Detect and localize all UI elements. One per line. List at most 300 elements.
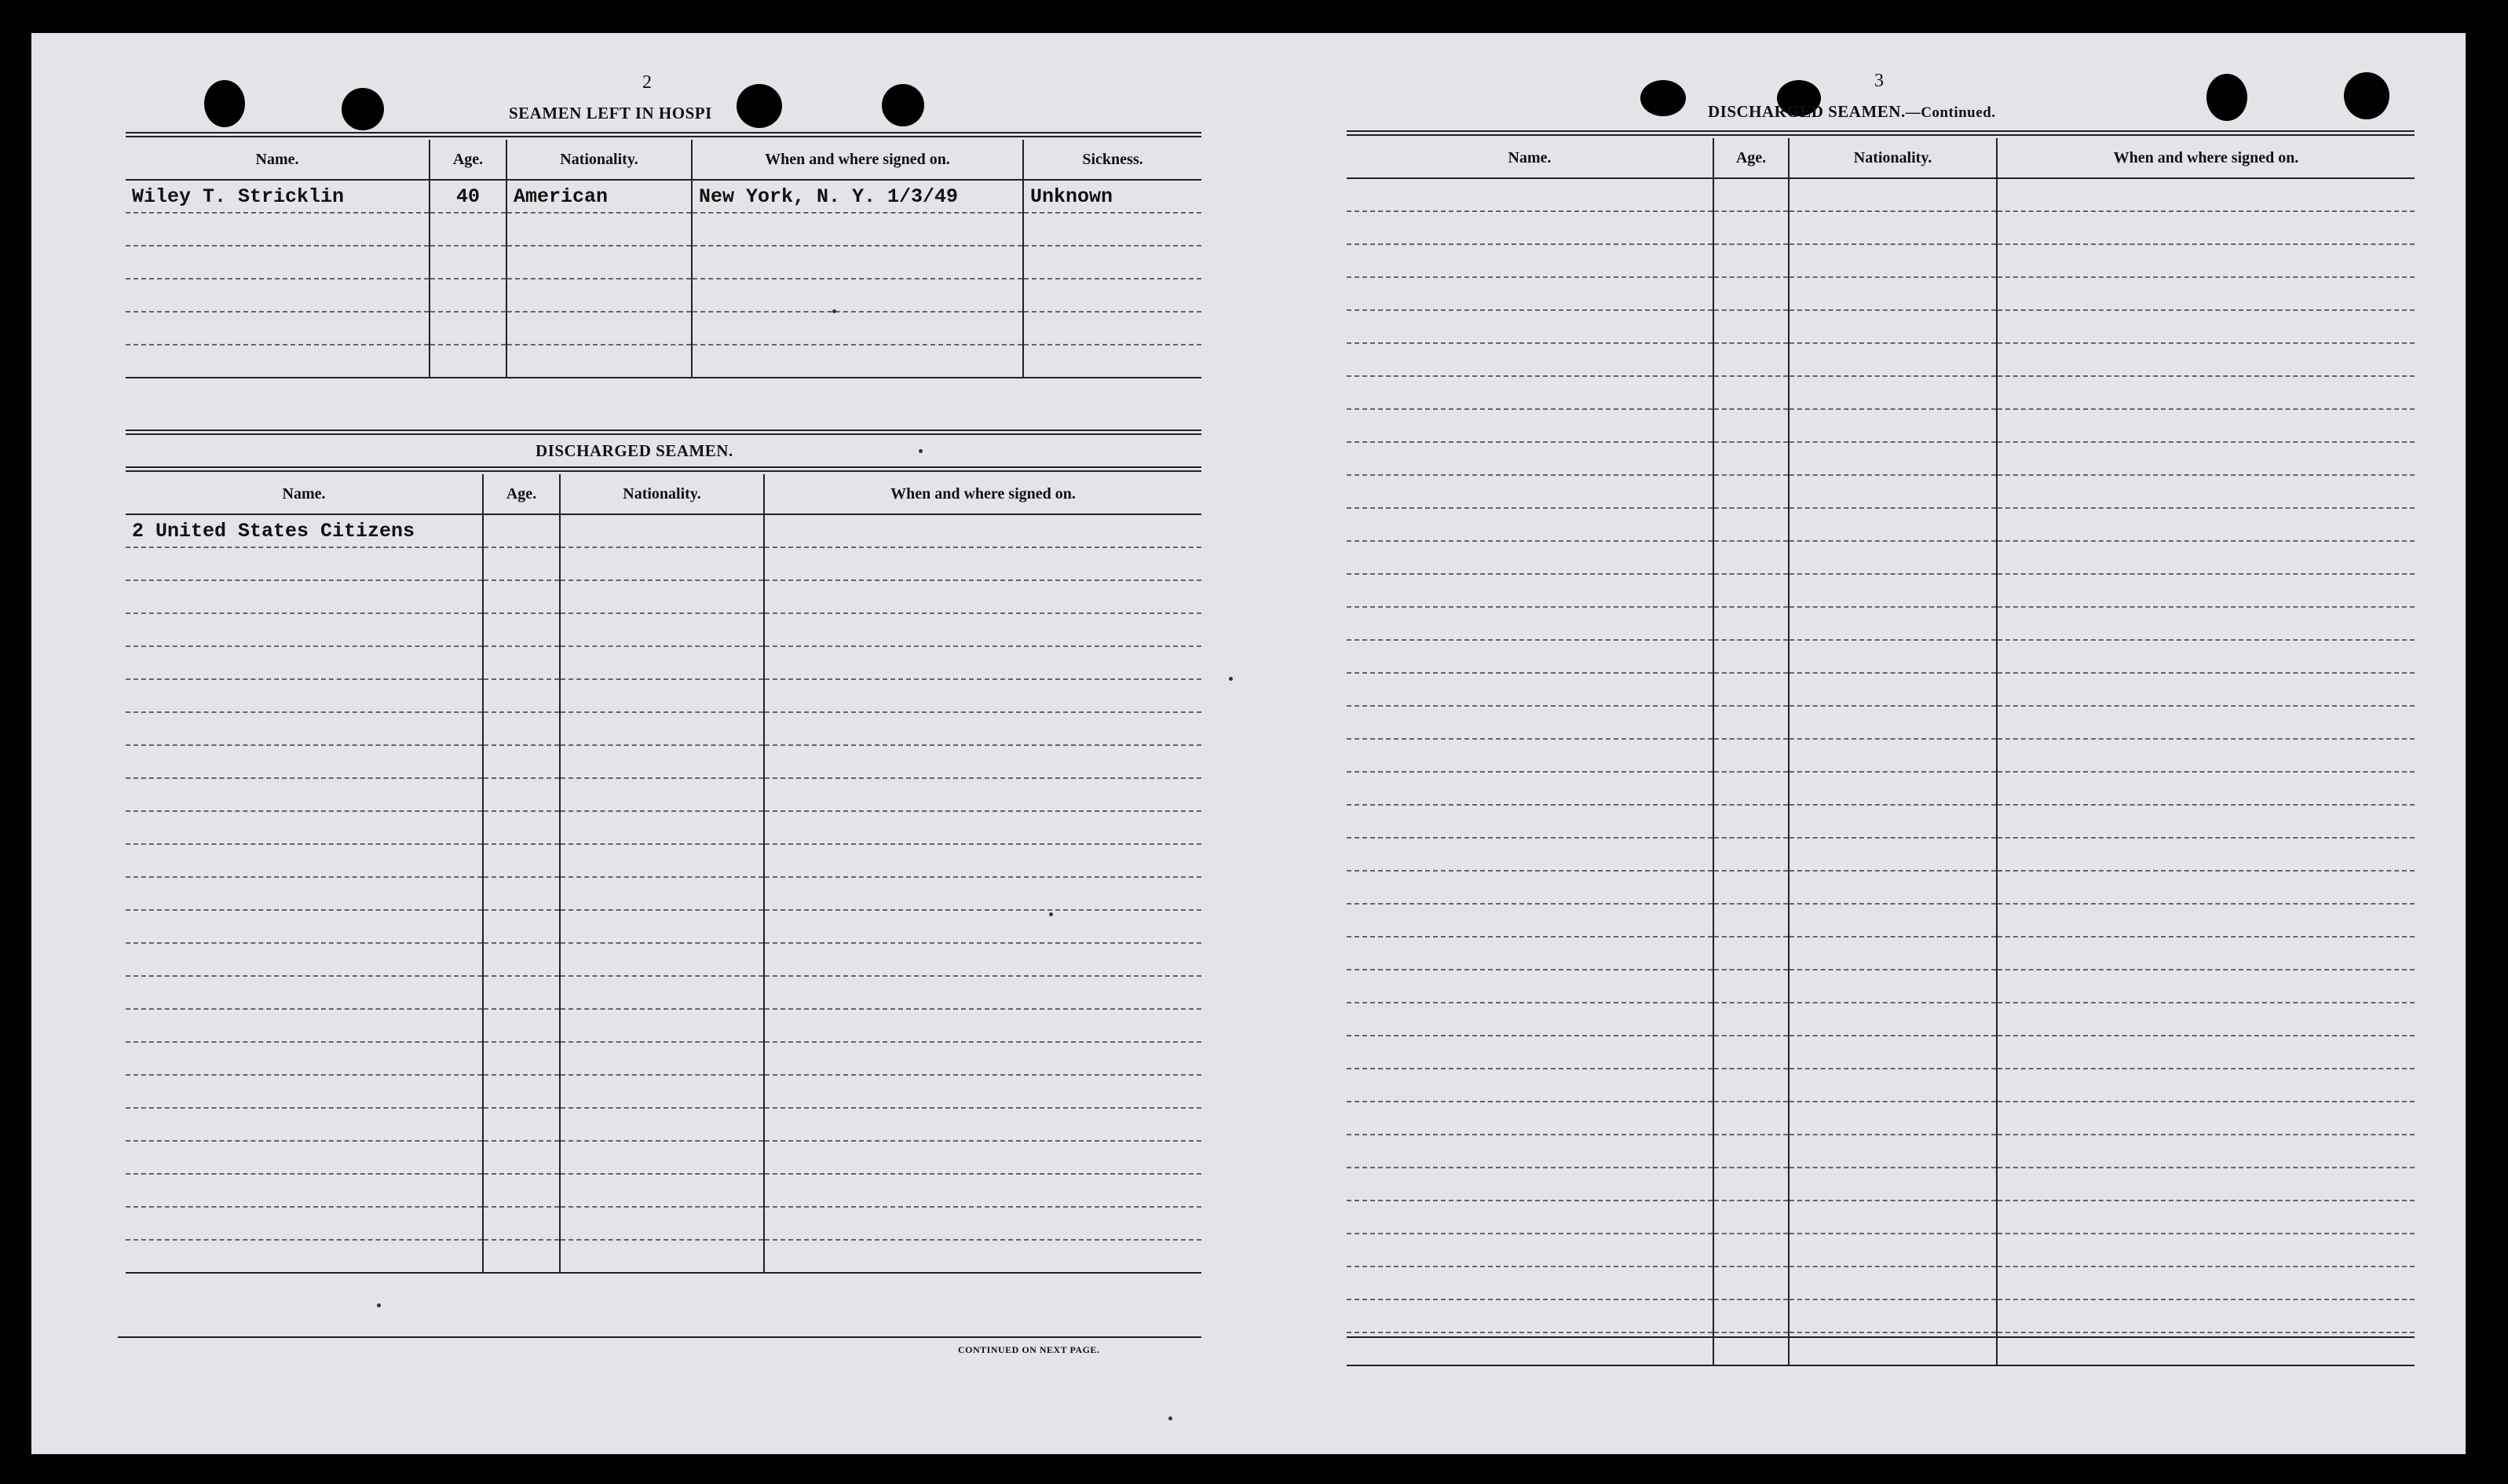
table-cell: [1713, 1201, 1789, 1234]
table-row: [126, 345, 1201, 378]
table-row: [126, 778, 1201, 811]
table-cell: [1789, 838, 1997, 871]
table-cell: [764, 844, 1201, 877]
table-cell: [1347, 1201, 1713, 1234]
table-cell: [1713, 442, 1789, 475]
table-cell: [1713, 244, 1789, 277]
bottom-rule: [1347, 1336, 2415, 1338]
table-row: [1347, 574, 2415, 607]
table-cell: [1997, 805, 2415, 838]
table-cell: [1713, 937, 1789, 970]
table-cell: [1023, 213, 1201, 246]
table-cell: [483, 1042, 560, 1075]
table-cell: [1347, 739, 1713, 772]
table-row: [1347, 673, 2415, 706]
speck: [1049, 912, 1053, 916]
table-cell: [1347, 541, 1713, 574]
table-cell: [1789, 409, 1997, 442]
table-cell: [1789, 1299, 1997, 1332]
table-row: [1347, 871, 2415, 904]
table-cell: [126, 877, 483, 910]
table-cell: [1997, 640, 2415, 673]
table-cell: [1789, 706, 1997, 739]
table-cell: [1713, 343, 1789, 376]
table-cell: [1713, 409, 1789, 442]
table-cell: [1997, 310, 2415, 343]
table-cell: [764, 943, 1201, 976]
table-cell: [126, 1240, 483, 1273]
table-cell: [483, 613, 560, 646]
table-row: [1347, 1234, 2415, 1267]
table-cell: [1713, 970, 1789, 1003]
table-cell: [483, 1108, 560, 1141]
table-cell: [1997, 1267, 2415, 1299]
table-cell: [1997, 409, 2415, 442]
table-row: [1347, 1069, 2415, 1102]
table-cell: [1997, 343, 2415, 376]
table-cell: [764, 1207, 1201, 1240]
table-cell: [1789, 277, 1997, 310]
table-row: [126, 279, 1201, 312]
table-cell: [764, 1075, 1201, 1108]
table-cell: [692, 213, 1023, 246]
table-cell: [126, 778, 483, 811]
table-cell: [1789, 1168, 1997, 1201]
table-cell: [1713, 706, 1789, 739]
table-cell: [483, 1141, 560, 1174]
table-cell: [560, 1174, 764, 1207]
table-row: [126, 712, 1201, 745]
table-cell: [126, 1009, 483, 1042]
table-cell: [1347, 343, 1713, 376]
table-row: [126, 1207, 1201, 1240]
table-cell: [1789, 442, 1997, 475]
table-cell: [1789, 871, 1997, 904]
page-number: 2: [642, 72, 652, 93]
table-cell: [1347, 904, 1713, 937]
table-cell: [1789, 1234, 1997, 1267]
table-cell: [764, 745, 1201, 778]
column-header: Age.: [483, 474, 560, 514]
table-cell: [126, 1042, 483, 1075]
table-cell: [126, 580, 483, 613]
table-cell: [1713, 475, 1789, 508]
table-cell: [1789, 376, 1997, 409]
table-row: [1347, 1102, 2415, 1135]
column-header: Age.: [1713, 138, 1789, 178]
section-rule: [1347, 130, 2415, 136]
table-cell: [126, 679, 483, 712]
table-cell: [1997, 772, 2415, 805]
table-row: [126, 844, 1201, 877]
table-cell: [1997, 277, 2415, 310]
table-cell: [1789, 1201, 1997, 1234]
table-cell: [506, 345, 692, 378]
table-cell: [483, 844, 560, 877]
table-row: [1347, 838, 2415, 871]
table-row: [1347, 442, 2415, 475]
table-cell: [764, 679, 1201, 712]
table-cell: [1713, 1135, 1789, 1168]
table-cell: [1713, 772, 1789, 805]
table-cell: [692, 345, 1023, 378]
table-cell: [1347, 937, 1713, 970]
table-cell: [1023, 279, 1201, 312]
punch-hole: [342, 88, 384, 130]
table-cell: [764, 646, 1201, 679]
table-cell: [764, 1141, 1201, 1174]
table-cell: [126, 1141, 483, 1174]
table-cell: [1997, 508, 2415, 541]
table-row: [126, 514, 1201, 547]
table-cell: [506, 312, 692, 345]
table-cell: [126, 976, 483, 1009]
table-cell: [1713, 541, 1789, 574]
table-cell: [1789, 937, 1997, 970]
table-cell: [764, 811, 1201, 844]
table-cell: [1789, 739, 1997, 772]
table-row: [1347, 805, 2415, 838]
table-cell: American: [506, 180, 692, 213]
table-cell: [430, 279, 506, 312]
table-cell: [1997, 574, 2415, 607]
table-cell: [1347, 1168, 1713, 1201]
table-cell: [1997, 211, 2415, 244]
table-cell: [126, 1108, 483, 1141]
table-row: [126, 1042, 1201, 1075]
table-cell: [1997, 1003, 2415, 1036]
table-row: [1347, 310, 2415, 343]
table-cell: [1347, 310, 1713, 343]
table-cell: [1789, 574, 1997, 607]
table-cell: [1347, 1299, 1713, 1332]
table-cell: [692, 312, 1023, 345]
table-cell: [126, 1207, 483, 1240]
table-cell: [560, 877, 764, 910]
table-cell: [1997, 541, 2415, 574]
table-cell: [1023, 345, 1201, 378]
table-cell: [1997, 1036, 2415, 1069]
table-cell: [1347, 706, 1713, 739]
column-header: Nationality.: [1789, 138, 1997, 178]
table-row: [126, 1009, 1201, 1042]
table-cell: [1713, 904, 1789, 937]
table-cell: [764, 613, 1201, 646]
table-cell: [560, 745, 764, 778]
discharged-continued-title: [1708, 102, 1995, 122]
table-cell: Unknown: [1023, 180, 1201, 213]
table-cell: [1789, 343, 1997, 376]
table-cell: [560, 1108, 764, 1141]
table-cell: [1347, 1102, 1713, 1135]
table-row: [1347, 772, 2415, 805]
table-cell: [764, 514, 1201, 547]
table-cell: [1347, 772, 1713, 805]
hospital-section-title: SEAMEN LEFT IN HOSPI: [509, 104, 712, 122]
table-row: [126, 910, 1201, 943]
table-cell: [1713, 508, 1789, 541]
table-cell: [560, 844, 764, 877]
table-cell: [1347, 409, 1713, 442]
table-cell: [1997, 1069, 2415, 1102]
table-cell: [764, 1174, 1201, 1207]
table-cell: [483, 1009, 560, 1042]
table-cell: [1997, 871, 2415, 904]
table-cell: [764, 1240, 1201, 1273]
table-cell: [560, 580, 764, 613]
table-cell: [1347, 508, 1713, 541]
column-header: Name.: [1347, 138, 1713, 178]
punch-hole: [2206, 74, 2247, 121]
table-cell: [1347, 1003, 1713, 1036]
table-cell: [1713, 178, 1789, 211]
table-cell: [126, 1174, 483, 1207]
table-row: [126, 679, 1201, 712]
table-cell: [560, 976, 764, 1009]
table-cell: [483, 1240, 560, 1273]
table-cell: [560, 712, 764, 745]
table-cell: [1347, 607, 1713, 640]
table-cell: [1713, 1069, 1789, 1102]
table-cell: [1347, 442, 1713, 475]
bottom-rule: [118, 1336, 1201, 1338]
table-cell: [1713, 1003, 1789, 1036]
table-row: [1347, 277, 2415, 310]
table-cell: [1789, 772, 1997, 805]
table-row: [1347, 739, 2415, 772]
table-cell: [1789, 541, 1997, 574]
table-cell: [1997, 1168, 2415, 1201]
table-cell: [1713, 673, 1789, 706]
table-cell: [1713, 1036, 1789, 1069]
column-header: Name.: [126, 474, 483, 514]
table-row: [126, 246, 1201, 279]
table-row: [126, 213, 1201, 246]
table-row: [1347, 376, 2415, 409]
table-cell: [1713, 640, 1789, 673]
table-cell: [560, 1141, 764, 1174]
table-row: [126, 877, 1201, 910]
table-row: [126, 976, 1201, 1009]
table-cell: [483, 679, 560, 712]
table-row: [126, 1075, 1201, 1108]
table-cell: [1347, 871, 1713, 904]
table-header-row: [1347, 138, 2415, 178]
table-row: [1347, 541, 2415, 574]
table-cell: [1789, 1003, 1997, 1036]
table-row: [1347, 475, 2415, 508]
table-cell: [1713, 739, 1789, 772]
table-cell: [506, 279, 692, 312]
table-cell: [764, 547, 1201, 580]
table-cell: [560, 1207, 764, 1240]
table-row: [126, 811, 1201, 844]
section-rule: [126, 466, 1201, 472]
table-row: [1347, 970, 2415, 1003]
table-cell: [1789, 475, 1997, 508]
table-cell: [1997, 937, 2415, 970]
hospital-table: [126, 140, 1201, 378]
table-cell: [1713, 1102, 1789, 1135]
discharged-table: [126, 474, 1201, 1274]
table-cell: [126, 910, 483, 943]
table-cell: [692, 279, 1023, 312]
column-header: When and where signed on.: [692, 140, 1023, 180]
title-text: DISCHARGED SEAMEN.: [1708, 102, 1906, 121]
table-cell: 40: [430, 180, 506, 213]
table-cell: [764, 1108, 1201, 1141]
table-cell: [483, 1075, 560, 1108]
table-cell: [483, 712, 560, 745]
table-row: [126, 1174, 1201, 1207]
table-cell: [1997, 475, 2415, 508]
speck: [1229, 677, 1233, 681]
table-cell: [1997, 442, 2415, 475]
table-cell: [1997, 706, 2415, 739]
table-cell: Wiley T. Stricklin: [126, 180, 430, 213]
table-cell: [1789, 1102, 1997, 1135]
table-cell: [1347, 244, 1713, 277]
table-cell: New York, N. Y. 1/3/49: [692, 180, 1023, 213]
table-row: [1347, 211, 2415, 244]
continued-note: CONTINUED ON NEXT PAGE.: [958, 1344, 1100, 1355]
table-cell: [764, 1009, 1201, 1042]
table-cell: [506, 246, 692, 279]
table-cell: [764, 778, 1201, 811]
table-cell: [560, 811, 764, 844]
table-cell: [483, 1207, 560, 1240]
table-cell: [764, 1042, 1201, 1075]
table-row: [126, 180, 1201, 213]
table-cell: [506, 213, 692, 246]
table-cell: [560, 547, 764, 580]
table-cell: [1347, 277, 1713, 310]
table-cell: [1347, 1036, 1713, 1069]
table-cell: [126, 547, 483, 580]
table-row: [1347, 937, 2415, 970]
speck: [832, 309, 836, 313]
table-cell: [1023, 246, 1201, 279]
table-cell: [126, 345, 430, 378]
table-cell: [764, 712, 1201, 745]
table-row: [1347, 1036, 2415, 1069]
table-row: [1347, 244, 2415, 277]
table-cell: [1789, 970, 1997, 1003]
table-cell: [1347, 376, 1713, 409]
table-cell: [1347, 475, 1713, 508]
table-cell: [1789, 244, 1997, 277]
table-cell: [560, 1240, 764, 1273]
table-cell: [126, 279, 430, 312]
table-cell: [126, 844, 483, 877]
table-cell: [483, 877, 560, 910]
table-cell: [1789, 1036, 1997, 1069]
table-cell: [483, 514, 560, 547]
punch-hole: [204, 80, 245, 127]
table-cell: [1347, 970, 1713, 1003]
table-cell: [1713, 574, 1789, 607]
table-cell: [126, 745, 483, 778]
table-cell: [1713, 277, 1789, 310]
table-cell: [1789, 805, 1997, 838]
table-cell: [1347, 640, 1713, 673]
column-header: Nationality.: [560, 474, 764, 514]
table-cell: [483, 910, 560, 943]
table-cell: [483, 547, 560, 580]
table-row: [1347, 1267, 2415, 1299]
table-cell: [430, 213, 506, 246]
table-cell: [1789, 1267, 1997, 1299]
table-row: [126, 943, 1201, 976]
table-cell: [1789, 1069, 1997, 1102]
table-cell: [764, 877, 1201, 910]
speck: [377, 1303, 381, 1307]
table-cell: [1789, 211, 1997, 244]
table-cell: [560, 679, 764, 712]
table-cell: [764, 976, 1201, 1009]
table-cell: [560, 1042, 764, 1075]
table-row: [1347, 343, 2415, 376]
table-cell: [1347, 1267, 1713, 1299]
table-cell: [560, 514, 764, 547]
table-cell: [1347, 673, 1713, 706]
table-cell: [483, 976, 560, 1009]
table-cell: [1789, 508, 1997, 541]
table-row: [1347, 1003, 2415, 1036]
table-row: [1347, 1299, 2415, 1332]
table-cell: [1997, 607, 2415, 640]
table-cell: [764, 910, 1201, 943]
table-cell: [560, 1009, 764, 1042]
section-rule: [126, 132, 1201, 137]
table-cell: [126, 712, 483, 745]
column-header: Nationality.: [506, 140, 692, 180]
table-cell: [126, 811, 483, 844]
table-cell: [126, 646, 483, 679]
table-cell: [1789, 310, 1997, 343]
table-cell: [1713, 838, 1789, 871]
title-suffix: —Continued.: [1905, 104, 1996, 121]
table-cell: [1347, 574, 1713, 607]
left-page: [31, 33, 1233, 1454]
table-header-row: [126, 140, 1201, 180]
table-cell: [1347, 211, 1713, 244]
table-cell: [1789, 178, 1997, 211]
table-cell: [560, 613, 764, 646]
table-row: [1347, 178, 2415, 211]
table-cell: [1713, 310, 1789, 343]
table-row: [126, 646, 1201, 679]
table-cell: [1713, 376, 1789, 409]
punch-hole: [882, 84, 924, 126]
table-cell: [1789, 1135, 1997, 1168]
column-header: When and where signed on.: [764, 474, 1201, 514]
table-cell: [1997, 244, 2415, 277]
table-cell: [1713, 1234, 1789, 1267]
table-cell: [560, 910, 764, 943]
table-row: [1347, 1168, 2415, 1201]
table-row: [126, 547, 1201, 580]
table-cell: [560, 1075, 764, 1108]
table-cell: [1713, 1267, 1789, 1299]
speck: [919, 449, 923, 453]
table-cell: [483, 1174, 560, 1207]
table-cell: [1997, 1201, 2415, 1234]
table-cell: [430, 345, 506, 378]
discharged-continued-table: [1347, 138, 2415, 1366]
table-cell: [1997, 376, 2415, 409]
table-cell: [560, 778, 764, 811]
